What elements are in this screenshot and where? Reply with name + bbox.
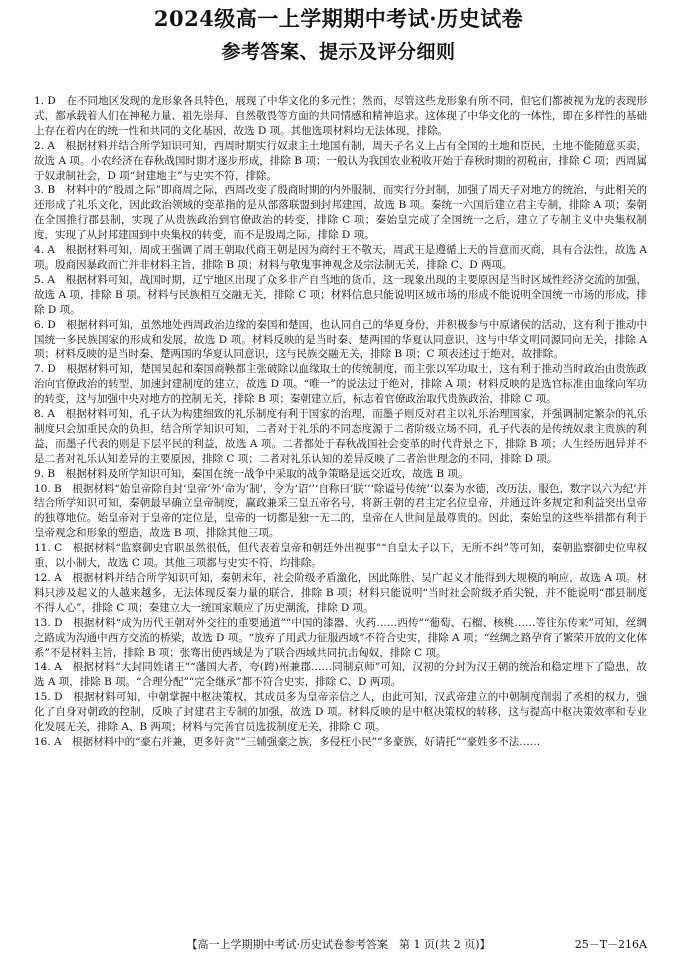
- answer-list: [34, 94, 647, 750]
- answer-item-6: 6. D 根据材料可知，虽然地处西周政治边缘的秦国和楚国，也认同自己的华夏身份，并积极参与中原诸侯的活动，这有利于推动中国统一多民族国家的形成和发展，故选 D 项。材料反映的是当时秦、楚两国的华夏认同意识，这与中华文明同源同向无关，排除 A 项；材料反映的是当时秦、楚两国的华夏认同意识，这与民族交融无关，排除 B 项；C 项表述过于绝对，故排除。: [34, 318, 647, 361]
- answer-item-1: 1. D 在不同地区发现的龙形象各具特色，展现了中华文化的多元性；然而，尽管这些龙形象有所不同，但它们都被视为龙的表现形式，都承载着人们在神秘力量、祖先崇拜、自然敬畏等方面的共同情感和精神追求。这体现了中华文化的一体性，即在多样性的基础上存在着内在的统一性和共同的文化基因，故选 D 项。其他选项材料均无法体现，排除。: [34, 95, 647, 137]
- answer-item-10: 10. B 根据材料“始皇帝除自封‘皇帝’外‘命为‘制’，令为‘诏’’‘自称曰‘朕’’‘除谥号传统’‘以秦为水德，改历法、服色，数字以六为纪’并结合所学知识可知，秦朝最早确立皇帝制度，赢政兼采三皇五帝名号，将新王朝的君主定名位皇帝，并通过许多规定和利益突出皇帝的独尊地位。始皇帝对于皇帝的定位是，皇帝的一切都是独一无二的，皇帝在人世间是最尊贵的。因此，秦始皇的这些举措都有利于皇帝观念和形象的塑造，故选 B 项，排除其他三项。: [34, 482, 647, 540]
- answer-item-14: 14. A 根据材料“大封同姓诸王”“藩国大者，夸(跨)州兼郡……同制京师”可知，汉初的分封为汉王朝的统治和稳定埋下了隐患，故选 A 项，排除 B 项。“合理分配”“完全继承”都不符合史实，排除 C、D 两项。: [34, 661, 647, 689]
- answer-item-11: 11. C 根据材料“监察御史官职虽然很低，但代表着皇帝和朝廷外出视事”“自皇太子以下，无所不纠”等可知，秦朝监察御史位卑权重，以小制大，故选 C 项。其他三项都与史实不符，均排除。: [34, 542, 647, 570]
- answer-item-4: 4. A 根据材料可知，周成王强调了周王朝取代商王朝是因为商纣王不敬天，周武王是遵循上天的旨意而灭商，具有合法性，故选 A 项。殷商因暴政而亡并非材料主旨，排除 B 项；材料与敬鬼事神观念及宗法制无关，排除 C、D 两项。: [34, 244, 647, 271]
- answer-item-13: 13. D 根据材料“成为历代王朝对外交往的重要通道”“中国的漆器、火药……西传”“葡萄、石榴、核桃……等往东传来”可知，丝绸之路成为沟通中西方交流的桥梁，故选 D 项。“放弃了用武力征服西域”不符合史实，排除 A 项；“丝绸之路孕育了繁荣开放的文化体系”不是材料主旨，排除 B 项；张骞出使西域是为了联合西域共同抗击匈奴，排除 C 项。: [34, 616, 647, 659]
- answer-item-2: 2. A 根据材料并结合所学知识可知，西周时期实行奴隶主土地国有制，周天子名义上占有全国的土地和臣民，土地不能随意买卖，故选 A 项。小农经济在春秋战国时期才逐步形成，排除 B 项；一般认为我国农业税收开始于春秋时期的初税亩，排除 C 项；西周属于奴隶制社会，D 项“封建地主”与史实不符，排除。: [34, 139, 647, 182]
- footer-exam-code: 25－T－216A: [574, 938, 647, 951]
- answer-item-7: 7. D 根据材料可知，楚国吴起和秦国商鞅都主张破除以血缘取士的传统制度，而主张以军功取士，这有利于推动当时政治由贵族政治向官僚政治的转型，加速封建制度的建立，故选 D 项。“唯一”的说法过于绝对，排除 A 项；材料反映的是选官标准由血缘向军功的转变，这与加强中央对地方的控制无关，排除 B 项；秦朝建立后，标志着官僚政治取代贵族政治，排除 C 项。: [34, 363, 647, 406]
- answer-item-15: 15. D 根据材料可知，中朝掌握中枢决策权，其成员多为皇帝亲信之人，由此可知，汉武帝建立的中朝制度削弱了丞相的权力，强化了自身对朝政的控制，反映了封建君主专制的加强，故选 D 项。材料反映的是中枢决策权的转移，这与提高中枢决策效率和专业化发展无关，排除 A、B 两项；材料与完善官员选拔制度无关，排除 C 项。: [34, 691, 647, 734]
- footer-page-info: 【高一上学期期中考试·历史试卷参考答案 第 1 页(共 2 页)】: [186, 938, 491, 951]
- answer-item-12: 12. A 根据材料并结合所学知识可知，秦朝末年，社会阶级矛盾激化，因此陈胜、吴广起义才能得到大规模的响应，故选 A 项。材料只涉及起义的人越来越多，无法体现反秦力量的联合，排除 B 项；材料只能说明“当时社会阶级矛盾尖锐，并不能说明“郡县制度不得人心”，排除 C 项；秦建立大一统国家顺应了历史潮流，排除 D 项。: [34, 572, 647, 614]
- answer-item-3: 3. B 材料中的“殷周之际”即商周之际，西周改变了殷商时期的内外服制，而实行分封制，加强了周天子对地方的统治，与此相关的还形成了礼乐文化，因此政治领域的变革指的是从部落联盟到封邦建国，故选 B 项。秦统一六国后建立君主专制，排除 A 项；秦朝在全国推行郡县制，实现了从贵族政治到官僚政治的转变，排除 C 项；秦始皇完成了全国统一之后，建立了专制主义中央集权制度，实现了从封邦建国到中央集权的转变，而不是殷周之际，排除 D 项。: [34, 184, 647, 242]
- page-subtitle: 参考答案、提示及评分细则: [221, 41, 456, 63]
- answer-item-8: 8. A 根据材料可知，孔子认为构建细致的礼乐制度有利于国家的治理，而墨子则反对君主以礼乐治理国家，并强调制定繁杂的礼乐制度只会加重民众的负担，结合所学知识可知，二者对于礼乐的不同态度源于二者阶级立场不同，孔子代表的是传统奴隶主贵族的利益，而墨子代表的则是下层平民的利益，故选 A 项。二者都处于春秋战国社会变革的时代背景之下，排除 B 项；人生经历迥异并不是二者对礼乐认知差异的主要原因，排除 C 项；二者对礼乐认知的差异反映了二者治世理念的不同，排除 D 项。: [34, 408, 647, 465]
- page-title: 2024级高一上学期期中考试·历史试卷: [153, 6, 524, 31]
- answer-item-16: 16. A 根据材料中的“豪右并兼，更多奸贪”“三辅强豪之族，多侵枉小民”“多豪族，好请托”“豪姓多不法……: [34, 735, 541, 748]
- answer-item-5: 5. A 根据材料可知，战国时期，辽宁地区出现了众多非产自当地的货币，这一现象出现的主要原因是当时区域性经济交流的加强，故选 A 项，排除 B 项。材料与民族相互交融无关，排除 C 项；材料信息只能说明区域市场的形成不能说明全国统一市场的形成，排除 D 项。: [34, 273, 647, 316]
- answer-item-9: 9. B 根据材料及所学知识可知，秦国在统一战争中采取的战争策略是远交近攻，故选 B 项。: [34, 467, 469, 480]
